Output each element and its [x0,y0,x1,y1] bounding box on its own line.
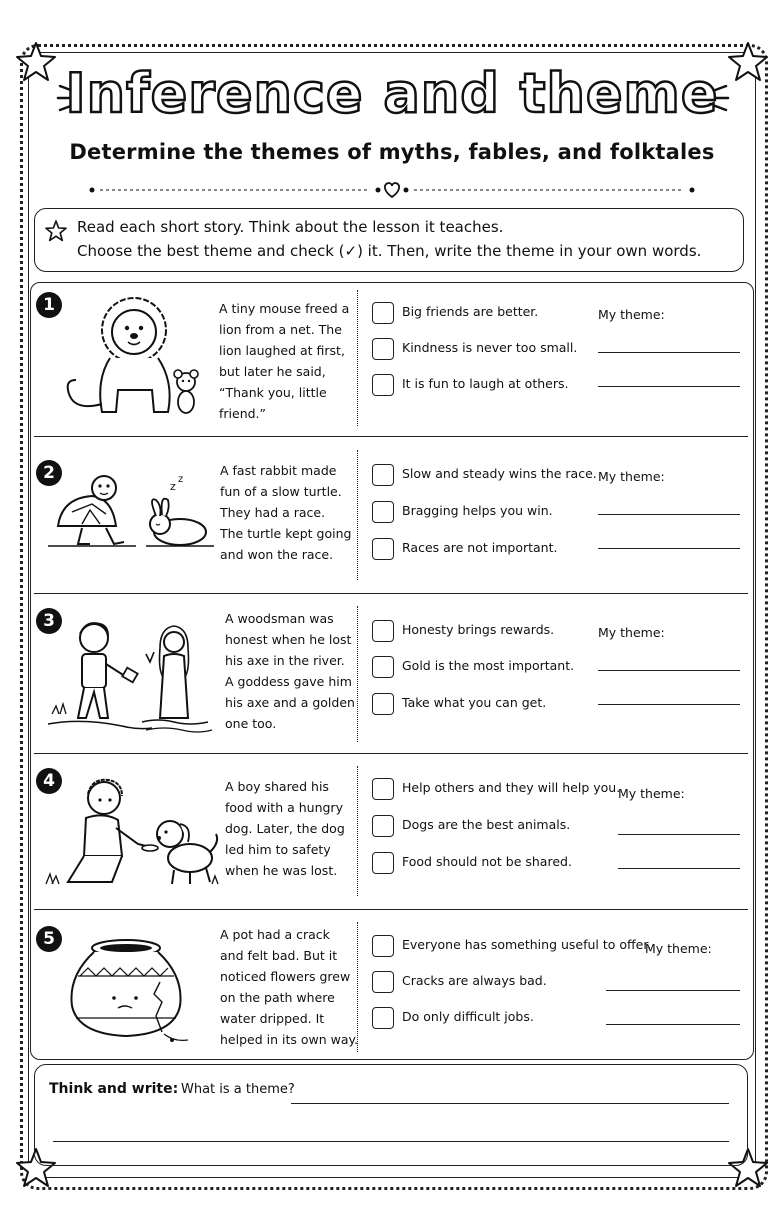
option-label: Help others and they will help you. [402,780,621,795]
instructions-line-2: Choose the best theme and check (✓) it. Then, write the theme in your own words. [77,242,702,260]
checkbox[interactable] [372,338,394,360]
answer-write-line[interactable] [53,1141,729,1142]
option-label: Kindness is never too small. [402,340,578,355]
option-label: It is fun to laugh at others. [402,376,569,391]
story-row-5 [34,922,748,1058]
checkbox[interactable] [372,374,394,396]
divider-heart [88,180,696,200]
think-label: Think and write: [49,1081,179,1097]
svg-text:z: z [170,480,176,493]
story-line: A woodsman was [225,611,334,626]
tortoise-and-hare-illustration [42,466,220,556]
story-line: and felt bad. But it [220,948,338,963]
story-row-3 [34,606,748,746]
story-number: 5 [36,926,62,952]
story-line: noticed flowers grew [220,969,351,984]
my-theme-label: My theme: [645,941,712,956]
story-line: led him to safety [225,842,331,857]
story-line: A fast rabbit made [220,463,337,478]
my-theme-write-line[interactable] [618,834,740,835]
story-text [219,298,349,424]
answer-write-line[interactable] [291,1103,729,1104]
option-label: Take what you can get. [402,695,547,710]
cracked-pot-illustration [64,936,214,1048]
story-line: lion from a net. The [219,322,342,337]
lion-and-mouse-illustration [44,294,214,422]
row-divider [34,593,748,594]
story-line: when he was lost. [225,863,338,878]
checkbox[interactable] [372,693,394,715]
row-divider [34,436,748,437]
woodsman-and-goddess-illustration [42,614,218,740]
option-label: Food should not be shared. [402,854,572,869]
story-text [225,608,355,734]
story-line: food with a hungry [225,800,343,815]
page-subtitle: Determine the themes of myths, fables, and folktales [69,140,715,164]
story-line: The turtle kept going [220,526,352,541]
checkbox[interactable] [372,778,394,800]
checkbox[interactable] [372,1007,394,1029]
checkbox[interactable] [372,620,394,642]
story-line: A boy shared his [225,779,329,794]
option-label: Dogs are the best animals. [402,817,571,832]
story-line: lion laughed at first, [219,343,345,358]
story-text [225,776,345,881]
story-line: A goddess gave him [225,674,352,689]
my-theme-write-line[interactable] [606,1024,740,1025]
story-line: his axe in the river. [225,653,345,668]
option-label: Gold is the most important. [402,658,575,673]
checkbox[interactable] [372,538,394,560]
story-line: and won the race. [220,547,334,562]
option-label: Big friends are better. [402,304,539,319]
story-line: dog. Later, the dog [225,821,345,836]
checkbox[interactable] [372,815,394,837]
row-divider [34,753,748,754]
my-theme-write-line[interactable] [598,704,740,705]
heart-icon [385,183,399,197]
checkbox[interactable] [372,302,394,324]
story-line: A tiny mouse freed a [219,301,350,316]
my-theme-write-line[interactable] [598,514,740,515]
my-theme-write-line[interactable] [598,386,740,387]
option-label: Slow and steady wins the race. [402,466,597,481]
story-text [220,924,358,1050]
story-number: 3 [36,608,62,634]
story-line: A pot had a crack [220,927,330,942]
story-line: helped in its own way. [220,1032,359,1047]
my-theme-label: My theme: [618,786,685,801]
story-line: honest when he lost [225,632,352,647]
my-theme-write-line[interactable] [598,352,740,353]
story-number: 4 [36,768,62,794]
option-label: Cracks are always bad. [402,973,547,988]
think-question: What is a theme? [181,1082,295,1097]
checkbox[interactable] [372,852,394,874]
story-row-4 [34,766,748,902]
story-row-1 [34,290,748,430]
option-label: Everyone has something useful to offer. [402,937,652,952]
instructions-box [34,208,744,272]
boy-and-dog-illustration [42,772,220,892]
story-text [220,460,351,565]
checkbox[interactable] [372,464,394,486]
checkbox[interactable] [372,501,394,523]
row-divider [34,909,748,910]
story-line: friend.” [219,406,267,421]
story-line: his axe and a golden [225,695,355,710]
option-label: Honesty brings rewards. [402,622,555,637]
story-line: one too. [225,716,277,731]
story-line: but later he said, [219,364,326,379]
story-number: 2 [36,460,62,486]
story-line: water dripped. It [220,1011,325,1026]
story-line: on the path where [220,990,335,1005]
option-label: Do only difficult jobs. [402,1009,534,1024]
my-theme-label: My theme: [598,625,665,640]
think-and-write-box [34,1064,748,1166]
my-theme-label: My theme: [598,307,665,322]
story-line: “Thank you, little [219,385,327,400]
story-row-2 [34,452,748,588]
option-label: Races are not important. [402,540,558,555]
story-line: They had a race. [220,505,326,520]
my-theme-write-line[interactable] [606,990,740,991]
checkbox[interactable] [372,935,394,957]
my-theme-write-line[interactable] [598,548,740,549]
story-number: 1 [36,292,62,318]
option-label: Bragging helps you win. [402,503,553,518]
my-theme-label: My theme: [598,469,665,484]
my-theme-write-line[interactable] [618,868,740,869]
instructions-line-1: Read each short story. Think about the lesson it teaches. [77,218,504,236]
my-theme-write-line[interactable] [598,670,740,671]
story-line: fun of a slow turtle. [220,484,342,499]
star-icon [44,219,68,243]
checkbox[interactable] [372,656,394,678]
svg-text:z: z [178,474,184,485]
page-title: Inference and theme [65,62,719,125]
checkbox[interactable] [372,971,394,993]
